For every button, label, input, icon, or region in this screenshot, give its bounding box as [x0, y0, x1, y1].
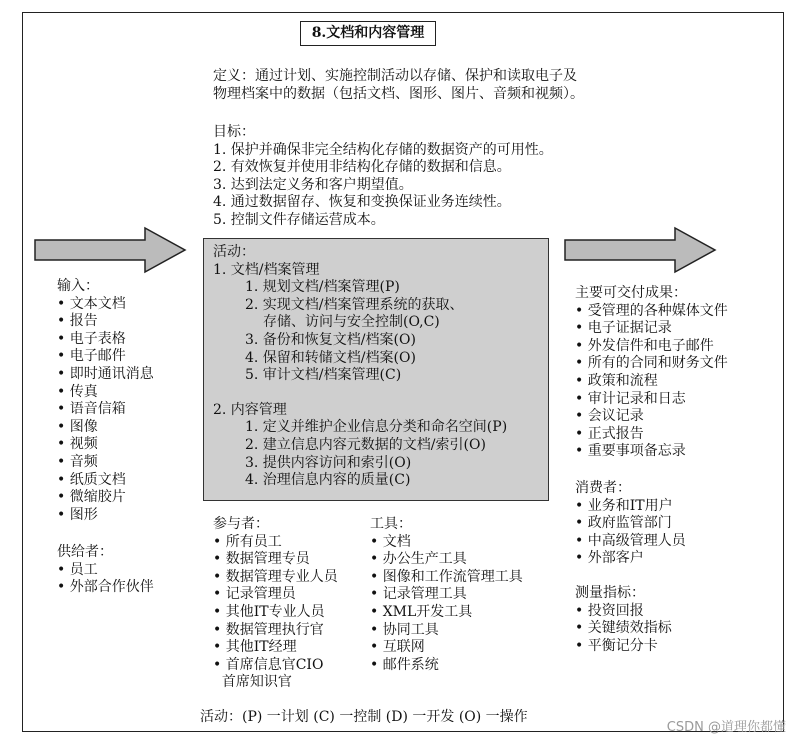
deliverables-item: • 重要事项备忘录	[575, 443, 686, 460]
deliverables	[575, 285, 728, 461]
participants-item: • 数据管理执行官	[213, 621, 324, 638]
goals	[213, 124, 553, 230]
metrics-item: • 平衡记分卡	[575, 637, 658, 654]
inputs-item: • 传真	[57, 383, 98, 400]
tools	[370, 516, 523, 674]
deliverables-item: • 受管理的各种媒体文件	[575, 302, 728, 319]
participants-item: • 所有员工	[213, 533, 282, 550]
metrics-item: • 关键绩效指标	[575, 620, 672, 637]
activity-item: 2. 建立信息内容元数据的文档/索引(O)	[245, 436, 486, 453]
metrics-item: • 投资回报	[575, 602, 644, 619]
tools-item: • 邮件系统	[370, 656, 439, 673]
diagram-title: 8.文档和内容管理	[300, 21, 436, 46]
inputs-item: • 图像	[57, 418, 98, 435]
definition	[213, 68, 584, 103]
activities-label: 活动：	[213, 244, 255, 260]
deliverables-item: • 外发信件和电子邮件	[575, 337, 714, 354]
participants-item: • 数据管理专业人员	[213, 568, 338, 585]
activity-group-title: 1. 文档/档案管理	[213, 261, 320, 278]
inputs-item: • 纸质文档	[57, 471, 126, 488]
goal-item: 1. 保护并确保非完全结构化存储的数据资产的可用性。	[213, 141, 553, 158]
suppliers-label: 供给者：	[57, 544, 113, 560]
deliverables-label: 主要可交付成果：	[575, 285, 687, 301]
goal-item: 2. 有效恢复并使用非结构化存储的数据和信息。	[213, 159, 511, 176]
goal-item: 3. 达到法定义务和客户期望值。	[213, 176, 413, 193]
deliverables-item: • 所有的合同和财务文件	[575, 355, 728, 372]
tools-item: • 协同工具	[370, 621, 439, 638]
inputs-item: • 视频	[57, 436, 98, 453]
participants	[213, 516, 338, 692]
activity-item: 5. 审计文档/档案管理(C)	[245, 367, 402, 384]
consumers-item: • 业务和IT用户	[575, 497, 673, 514]
tools-item: • 办公生产工具	[370, 551, 467, 568]
consumers-item: • 政府监管部门	[575, 515, 672, 532]
inputs-item: • 微缩胶片	[57, 489, 126, 506]
activity-item: 2. 实现文档/档案管理系统的获取、	[245, 296, 464, 313]
activity-item: 4. 治理信息内容的质量(C)	[245, 472, 411, 489]
consumers-item: • 中高级管理人员	[575, 532, 686, 549]
inputs-item: • 文本文档	[57, 295, 126, 312]
inputs-item: • 语音信箱	[57, 401, 126, 418]
legend-footer: 活动：(P) 一计划 (C) 一控制 (D) 一开发 (O) 一操作	[200, 709, 528, 725]
consumers-label: 消费者：	[575, 480, 631, 496]
participants-item: • 数据管理专员	[213, 551, 310, 568]
activity-item: 1. 定义并维护企业信息分类和命名空间(P)	[245, 419, 508, 436]
participants-item: • 其他IT经理	[213, 639, 297, 656]
activity-item: 1. 规划文档/档案管理(P)	[245, 279, 400, 296]
inputs-item: • 报告	[57, 313, 98, 330]
tools-item: • 文档	[370, 533, 411, 550]
tools-item: • XML开发工具	[370, 603, 473, 620]
suppliers	[57, 544, 154, 597]
suppliers-item: • 外部合作伙伴	[57, 579, 154, 596]
definition-line: 定义：通过计划、实施控制活动以存储、保护和读取电子及	[213, 68, 577, 84]
metrics	[575, 585, 672, 655]
goal-item: 5. 控制文件存储运营成本。	[213, 211, 385, 228]
deliverables-item: • 政策和流程	[575, 372, 658, 389]
activities	[213, 244, 507, 490]
definition-line: 物理档案中的数据（包括文档、图形、图片、音频和视频）。	[213, 85, 584, 102]
activity-item: 存储、访问与安全控制(O,C)	[263, 314, 440, 331]
participants-item: • 其他IT专业人员	[213, 603, 325, 620]
deliverables-item: • 正式报告	[575, 425, 644, 442]
suppliers-item: • 员工	[57, 561, 98, 578]
goal-item: 4. 通过数据留存、恢复和变换保证业务连续性。	[213, 194, 511, 211]
inputs	[57, 278, 154, 524]
watermark: CSDN @道理你都懂	[666, 720, 786, 735]
deliverables-item: • 会议记录	[575, 408, 644, 425]
inputs-item: • 电子邮件	[57, 348, 126, 365]
activity-item: 4. 保留和转储文档/档案(O)	[245, 349, 416, 366]
activity-item: 3. 提供内容访问和索引(O)	[245, 454, 412, 471]
inputs-item: • 图形	[57, 506, 98, 523]
tools-item: • 图像和工作流管理工具	[370, 568, 523, 585]
tools-label: 工具：	[370, 516, 412, 532]
participants-item: 首席知识官	[213, 674, 292, 691]
consumers	[575, 480, 686, 568]
inputs-item: • 音频	[57, 453, 98, 470]
input-arrow-icon	[33, 226, 188, 274]
output-arrow-icon	[563, 226, 718, 274]
deliverables-item: • 审计记录和日志	[575, 390, 686, 407]
deliverables-item: • 电子证据记录	[575, 320, 672, 337]
tools-item: • 互联网	[370, 639, 425, 656]
consumers-item: • 外部客户	[575, 550, 644, 567]
metrics-label: 测量指标：	[575, 585, 645, 601]
participants-item: • 记录管理员	[213, 586, 296, 603]
activity-group-title: 2. 内容管理	[213, 401, 287, 418]
participants-item: • 首席信息官CIO	[213, 656, 324, 673]
activity-item: 3. 备份和恢复文档/档案(O)	[245, 331, 416, 348]
participants-label: 参与者：	[213, 516, 269, 532]
goals-label: 目标：	[213, 124, 255, 140]
inputs-item: • 电子表格	[57, 330, 126, 347]
tools-item: • 记录管理工具	[370, 586, 467, 603]
inputs-label: 输入：	[57, 278, 99, 294]
inputs-item: • 即时通讯消息	[57, 365, 154, 382]
